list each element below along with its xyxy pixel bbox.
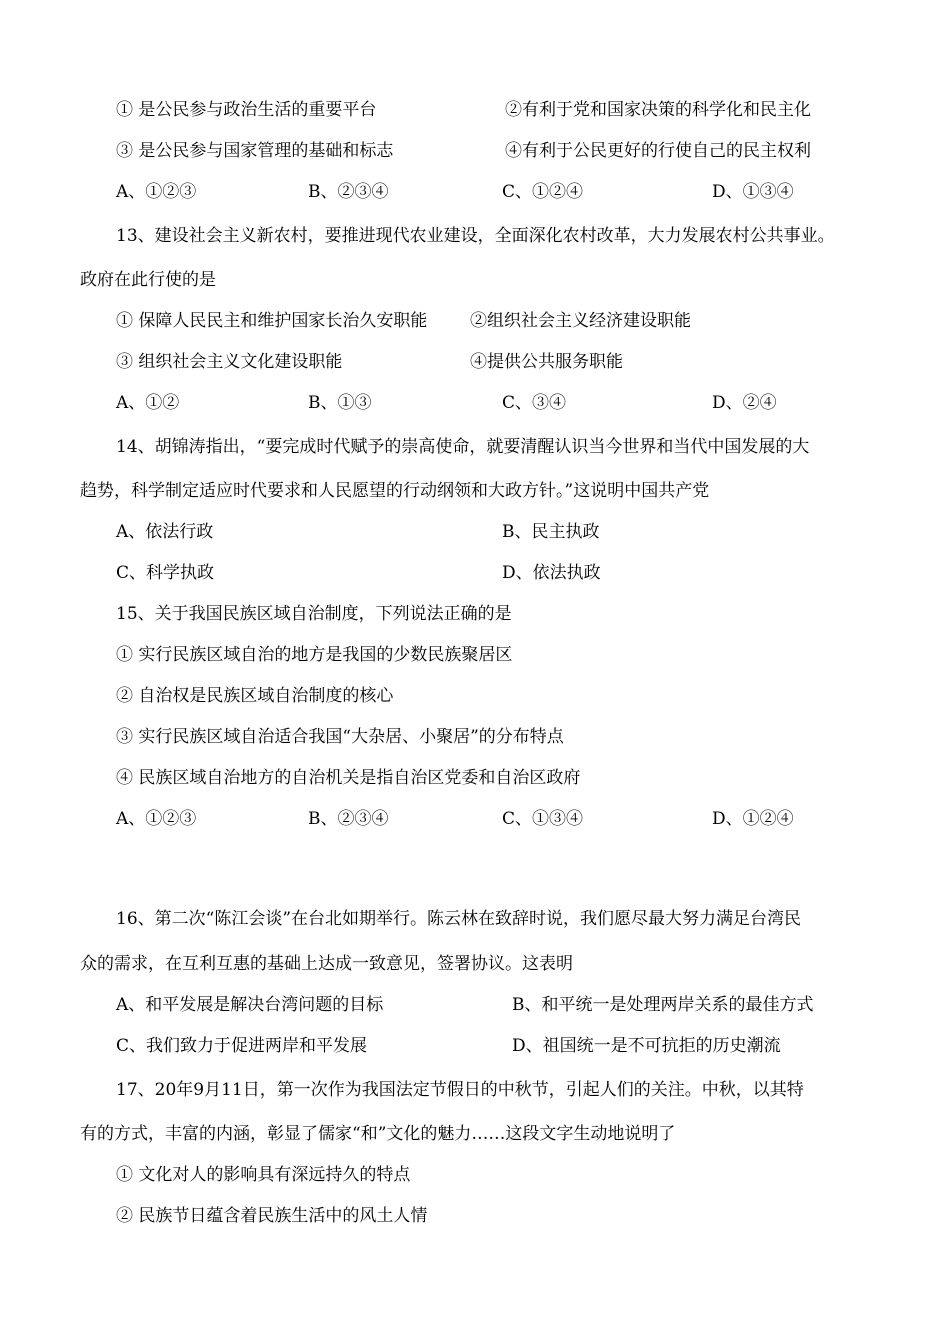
q16-option-a: A、和平发展是解决台湾问题的目标: [116, 995, 384, 1015]
q13-option-b: B、①③: [308, 393, 372, 413]
q14-stem-line2: 趋势，科学制定适应时代要求和人民愿望的行动纲领和大政方针。”这说明中国共产党: [80, 481, 710, 501]
q17-stem-line2: 有的方式，丰富的内涵，彰显了儒家“和”文化的魅力……这段文字生动地说明了: [80, 1124, 676, 1144]
q13-option-d: D、②④: [712, 393, 777, 413]
q13-option-a: A、①②: [116, 393, 180, 413]
q12-item-2: ②有利于党和国家决策的科学化和民主化: [505, 100, 811, 120]
q13-option-c: C、③④: [502, 393, 567, 413]
q17-stem-line1: 17、20年9月11日，第一次作为我国法定节假日的中秋节，引起人们的关注。中秋，以其特: [116, 1080, 804, 1100]
q16-stem-line1: 16、第二次“陈江会谈”在台北如期举行。陈云林在致辞时说，我们愿尽最大努力满足台湾民: [116, 909, 802, 929]
q15-option-d: D、①②④: [712, 809, 794, 829]
q12-option-c: C、①②④: [502, 182, 584, 202]
q15-option-a: A、①②③: [116, 809, 197, 829]
q16-option-c: C、我们致力于促进两岸和平发展: [116, 1036, 368, 1056]
q12-option-b: B、②③④: [308, 182, 389, 202]
q15-option-c: C、①③④: [502, 809, 584, 829]
q14-option-c: C、科学执政: [116, 563, 215, 583]
q14-option-d: D、依法执政: [502, 563, 601, 583]
q15-item-2: ② 自治权是民族区域自治制度的核心: [116, 686, 394, 706]
q13-item-3: ③ 组织社会主义文化建设职能: [116, 352, 343, 372]
q13-stem-line2: 政府在此行使的是: [80, 270, 216, 290]
q16-option-d: D、祖国统一是不可抗拒的历史潮流: [512, 1036, 781, 1056]
q12-item-1: ① 是公民参与政治生活的重要平台: [116, 100, 377, 120]
q12-option-d: D、①③④: [712, 182, 794, 202]
q17-item-2: ② 民族节日蕴含着民族生活中的风土人情: [116, 1206, 428, 1226]
q16-stem-line2: 众的需求，在互利互惠的基础上达成一致意见，签署协议。这表明: [80, 954, 573, 974]
q16-option-b: B、和平统一是处理两岸关系的最佳方式: [512, 995, 814, 1015]
q15-item-3: ③ 实行民族区域自治适合我国“大杂居、小聚居”的分布特点: [116, 727, 564, 747]
q15-stem: 15、关于我国民族区域自治制度，下列说法正确的是: [116, 604, 512, 624]
q12-item-3: ③ 是公民参与国家管理的基础和标志: [116, 141, 394, 161]
q12-option-a: A、①②③: [116, 182, 197, 202]
q15-option-b: B、②③④: [308, 809, 389, 829]
q15-item-1: ① 实行民族区域自治的地方是我国的少数民族聚居区: [116, 645, 513, 665]
q14-option-a: A、依法行政: [116, 522, 214, 542]
q17-item-1: ① 文化对人的影响具有深远持久的特点: [116, 1165, 411, 1185]
q13-item-1: ① 保障人民民主和维护国家长治久安职能: [116, 311, 428, 331]
q14-stem-line1: 14、胡锦涛指出，“要完成时代赋予的崇高使命，就要清醒认识当今世界和当代中国发展的大: [116, 437, 810, 457]
q13-stem-line1: 13、建设社会主义新农村，要推进现代农业建设，全面深化农村改革，大力发展农村公共事业。: [116, 226, 835, 246]
q15-item-4: ④ 民族区域自治地方的自治机关是指自治区党委和自治区政府: [116, 768, 581, 788]
q13-item-2: ②组织社会主义经济建设职能: [470, 311, 691, 331]
q12-item-4: ④有利于公民更好的行使自己的民主权利: [505, 141, 811, 161]
q13-item-4: ④提供公共服务职能: [470, 352, 623, 372]
q14-option-b: B、民主执政: [502, 522, 600, 542]
